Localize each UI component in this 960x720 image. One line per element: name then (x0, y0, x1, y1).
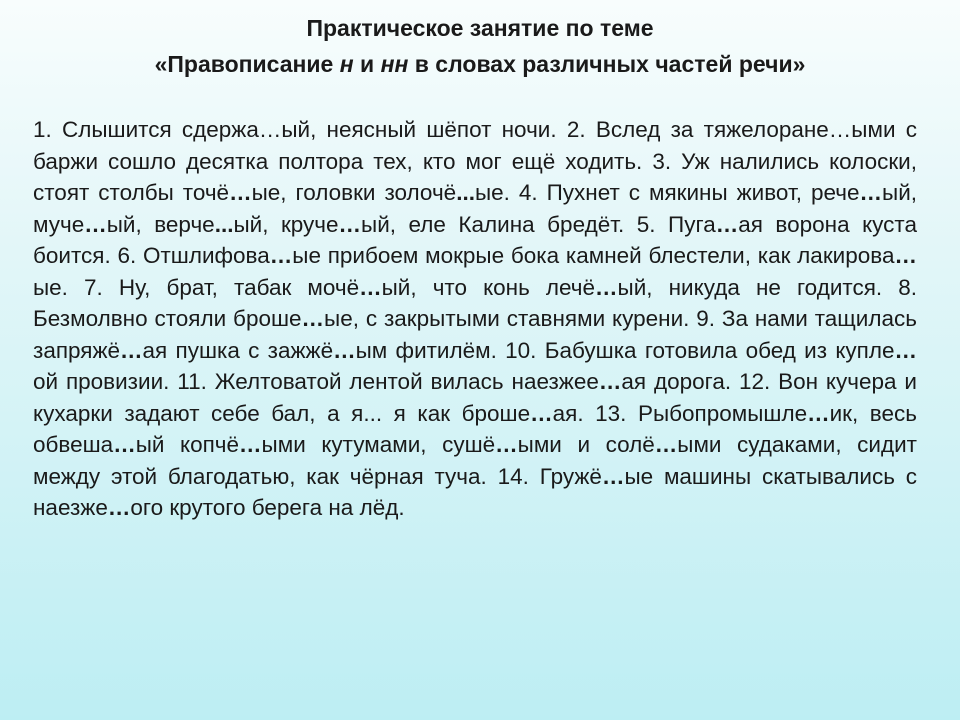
exercise-segment: ые, с закрытыми ставнями курени. 9. За нами тащилась запряжё (33, 306, 917, 363)
exercise-segment: ые машины скатывались с наезже (33, 463, 918, 520)
exercise-segment: ыми кутумами, сушё (261, 432, 496, 457)
title-segment: нн (380, 51, 409, 77)
exercise-segment: … (894, 337, 917, 363)
exercise-segment: 1. Слышится сдержа…ый, неясный шёпот ночи. 2. Вслед за тяжелоране…ыми с баржи сошло десятка полтора тех, кто мог ещё ходить. 3. Уж налились колоски, стоят столбы точё (33, 117, 917, 205)
exercise-segment: … (598, 369, 622, 394)
exercise-segment: … (269, 243, 293, 268)
exercise-segment: ая пушка с зажжё (142, 337, 334, 363)
exercise-segment: … (894, 243, 917, 268)
exercise-segment: … (333, 337, 356, 363)
exercise-segment: … (654, 432, 678, 457)
exercise-segment: ... (456, 180, 475, 205)
exercise-segment: … (229, 180, 252, 205)
exercise-text (33, 114, 917, 524)
exercise-segment: … (239, 432, 262, 457)
exercise-segment: … (107, 495, 131, 520)
exercise-segment: ая дорога. 12. Вон кучера и кухарки задают себе бал, а я... я как броше (33, 369, 917, 426)
exercise-segment: ые. 4. Пухнет с мякины живот, рече (474, 180, 860, 205)
exercise-segment: ый копчё (135, 432, 240, 457)
exercise-segment: … (120, 337, 143, 363)
exercise-segment: ый, круче (233, 211, 339, 237)
exercise-segment: ый, муче (33, 180, 918, 237)
exercise-segment: … (301, 306, 325, 331)
exercise-segment: ... (214, 211, 234, 237)
exercise-segment: ый, что конь лечё (381, 274, 596, 300)
exercise-segment: … (595, 274, 618, 300)
exercise-segment: ые. 7. Ну, брат, табак мочё (33, 274, 360, 300)
exercise-segment: … (113, 432, 136, 457)
title-segment: н (339, 51, 354, 77)
exercise-segment: ый, верче (106, 211, 215, 237)
exercise-segment: … (530, 400, 553, 426)
exercise-segment: ый, еле Калина бредёт. 5. Пуга (361, 211, 716, 237)
exercise-segment: … (338, 211, 362, 237)
exercise-segment: ый, никуда не годится. 8. Безмолвно стояли броше (33, 274, 917, 331)
title-segment: «Правописание (154, 51, 340, 77)
exercise-segment: ая ворона куста боится. 6. Отшлифова (33, 211, 917, 268)
exercise-segment: ые, головки золочё (251, 180, 457, 205)
title-segment: и (353, 51, 381, 77)
exercise-segment: ыми и солё (517, 432, 655, 457)
exercise-segment: … (84, 211, 107, 237)
exercise-segment: … (859, 180, 883, 205)
exercise-segment: … (715, 211, 739, 237)
exercise-segment: ик, весь обвеша (33, 400, 917, 457)
exercise-segment: … (807, 400, 830, 426)
exercise-segment: ыми судаками, сидит между этой благодатью, как чёрная туча. 14. Гружё (33, 432, 917, 489)
exercise-segment: … (359, 274, 382, 300)
exercise-segment: ой провизии. 11. Желтоватой лентой вилась наезжее (33, 369, 599, 394)
exercise-segment: … (495, 432, 518, 457)
exercise-segment: ого крутого берега на лёд. (130, 495, 405, 520)
title-line-2 (40, 46, 920, 82)
exercise-segment: … (601, 463, 625, 489)
title-segment: в словах различных частей речи» (408, 51, 806, 77)
exercise-segment: ым фитилём. 10. Бабушка готовила обед из купле (355, 337, 895, 363)
title-line-1: Практическое занятие по теме (306, 15, 654, 41)
exercise-segment: ые прибоем мокрые бока камней блестели, как лакирова (292, 243, 895, 268)
exercise-segment: ая. 13. Рыбопромышле (552, 400, 808, 426)
slide-title (40, 10, 920, 82)
